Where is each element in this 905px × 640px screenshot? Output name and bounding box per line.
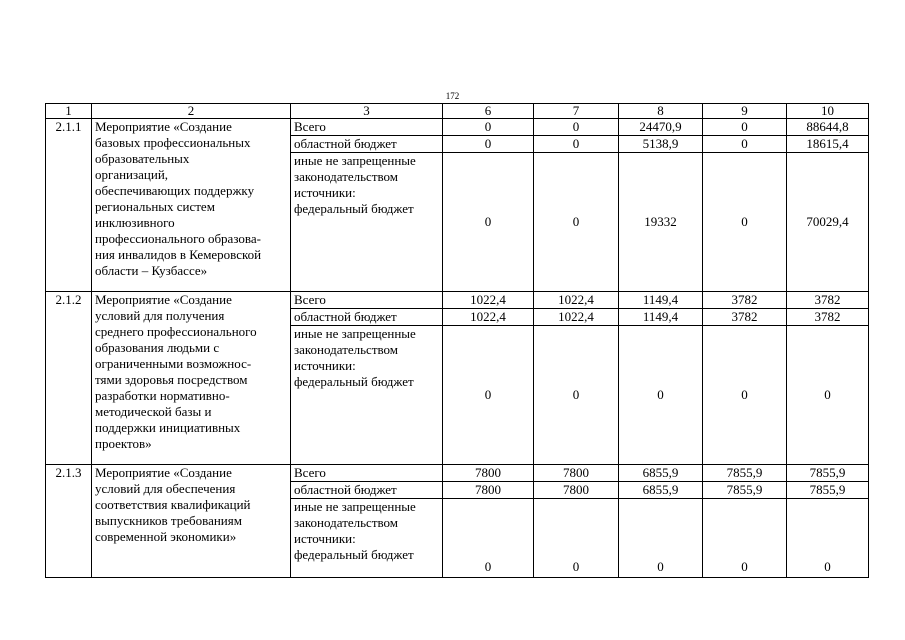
value-cell: 7800 <box>443 465 534 482</box>
value-cell: 0 <box>534 326 619 465</box>
source-total-label: Всего <box>291 292 443 309</box>
value-cell: 1022,4 <box>534 309 619 326</box>
source-other-label: иные не запрещенные законодательством источники: федеральный бюджет <box>291 326 443 465</box>
value-cell: 6855,9 <box>619 465 703 482</box>
value-cell: 1149,4 <box>619 292 703 309</box>
source-total-label: Всего <box>291 119 443 136</box>
source-regional-label: областной бюджет <box>291 482 443 499</box>
value-cell: 1022,4 <box>443 309 534 326</box>
value-cell: 0 <box>619 499 703 578</box>
value-cell: 6855,9 <box>619 482 703 499</box>
value-cell: 7855,9 <box>703 482 787 499</box>
value-cell: 19332 <box>619 153 703 292</box>
value-cell: 7855,9 <box>787 465 869 482</box>
value-cell: 0 <box>703 499 787 578</box>
value-cell: 18615,4 <box>787 136 869 153</box>
source-other-label: иные не запрещенные законодательством источники: федеральный бюджет <box>291 153 443 292</box>
value-cell: 0 <box>619 326 703 465</box>
value-cell: 7855,9 <box>787 482 869 499</box>
row-title: Мероприятие «Создание условий для получения среднего профессионального образования людьми с ограниченными возможнос- тями здоровья посредством разработки нормативно- методической базы и поддержки инициативных проектов» <box>92 292 291 465</box>
table-row <box>46 119 869 136</box>
value-cell: 0 <box>534 136 619 153</box>
value-cell: 0 <box>443 136 534 153</box>
value-cell: 0 <box>787 326 869 465</box>
header-col-9: 9 <box>703 104 787 119</box>
source-other-label: иные не запрещенные законодательством источники: федеральный бюджет <box>291 499 443 578</box>
header-col-1: 1 <box>46 104 92 119</box>
page-number: 172 <box>445 91 460 101</box>
source-regional-label: областной бюджет <box>291 309 443 326</box>
value-cell: 3782 <box>787 309 869 326</box>
value-cell: 0 <box>534 499 619 578</box>
value-cell: 7800 <box>443 482 534 499</box>
budget-table <box>45 103 869 578</box>
value-cell: 0 <box>534 153 619 292</box>
value-cell: 0 <box>703 119 787 136</box>
header-col-10: 10 <box>787 104 869 119</box>
value-cell: 0 <box>443 499 534 578</box>
row-code: 2.1.1 <box>46 119 92 292</box>
value-cell: 7800 <box>534 482 619 499</box>
header-col-7: 7 <box>534 104 619 119</box>
value-cell: 3782 <box>787 292 869 309</box>
header-col-8: 8 <box>619 104 703 119</box>
row-title: Мероприятие «Создание условий для обеспечения соответствия квалификаций выпускников требованиям современной экономики» <box>92 465 291 578</box>
value-cell: 0 <box>703 153 787 292</box>
source-total-label: Всего <box>291 465 443 482</box>
row-code: 2.1.2 <box>46 292 92 465</box>
value-cell: 7800 <box>534 465 619 482</box>
value-cell: 5138,9 <box>619 136 703 153</box>
value-cell: 0 <box>443 119 534 136</box>
value-cell: 0 <box>703 136 787 153</box>
value-cell: 0 <box>703 326 787 465</box>
table-row <box>46 292 869 309</box>
row-title: Мероприятие «Создание базовых профессиональных образовательных организаций, обеспечивающих поддержку региональных систем инклюзивного профессионального образова- ния инвалидов в Кемеровской области – Кузбассе» <box>92 119 291 292</box>
source-regional-label: областной бюджет <box>291 136 443 153</box>
value-cell: 1022,4 <box>534 292 619 309</box>
value-cell: 7855,9 <box>703 465 787 482</box>
value-cell: 24470,9 <box>619 119 703 136</box>
header-col-2: 2 <box>92 104 291 119</box>
value-cell: 0 <box>787 499 869 578</box>
row-code: 2.1.3 <box>46 465 92 578</box>
header-col-6: 6 <box>443 104 534 119</box>
header-row <box>46 104 869 119</box>
table-row <box>46 465 869 482</box>
value-cell: 0 <box>443 153 534 292</box>
value-cell: 1149,4 <box>619 309 703 326</box>
value-cell: 1022,4 <box>443 292 534 309</box>
value-cell: 88644,8 <box>787 119 869 136</box>
value-cell: 0 <box>443 326 534 465</box>
value-cell: 70029,4 <box>787 153 869 292</box>
value-cell: 0 <box>534 119 619 136</box>
value-cell: 3782 <box>703 292 787 309</box>
value-cell: 3782 <box>703 309 787 326</box>
header-col-3: 3 <box>291 104 443 119</box>
